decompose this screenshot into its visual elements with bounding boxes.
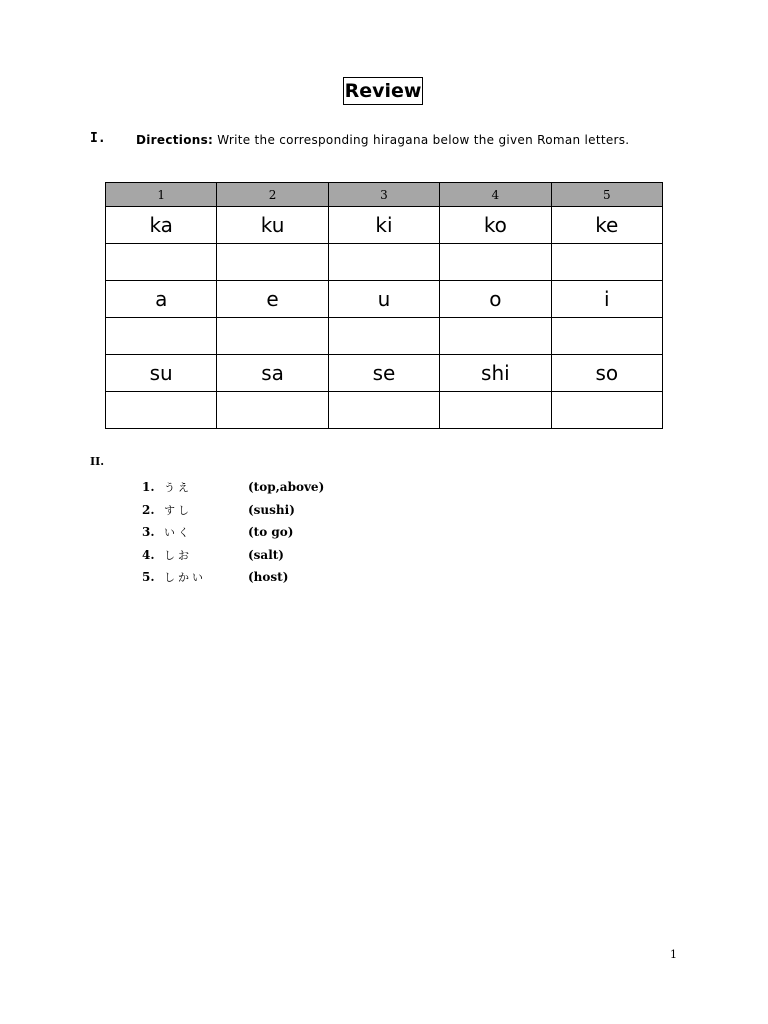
romaji-cell: se <box>328 355 439 392</box>
romaji-cell: shi <box>440 355 551 392</box>
romaji-cell: ki <box>328 207 439 244</box>
directions-label: Directions: <box>136 133 214 147</box>
answer-cell[interactable] <box>217 392 328 429</box>
answer-cell[interactable] <box>551 392 662 429</box>
section-2-number: II. <box>90 455 105 468</box>
answer-cell[interactable] <box>328 244 439 281</box>
list-item <box>142 476 324 499</box>
romaji-cell: i <box>551 281 662 318</box>
column-header: 2 <box>217 183 328 207</box>
romaji-cell: u <box>328 281 439 318</box>
item-number: 2. <box>142 502 155 517</box>
romaji-cell: sa <box>217 355 328 392</box>
answer-cell[interactable] <box>328 392 439 429</box>
item-kana: しかい <box>164 571 206 585</box>
answer-cell[interactable] <box>328 318 439 355</box>
item-meaning: (sushi) <box>248 502 295 517</box>
list-item <box>142 521 324 544</box>
answer-cell[interactable] <box>551 244 662 281</box>
answer-cell[interactable] <box>440 392 551 429</box>
romaji-cell: ku <box>217 207 328 244</box>
item-kana: しお <box>164 548 192 562</box>
answer-cell[interactable] <box>106 318 217 355</box>
item-kana: うえ <box>164 481 192 495</box>
item-meaning: (top,above) <box>248 480 325 495</box>
column-header: 3 <box>328 183 439 207</box>
list-item <box>142 566 324 589</box>
vocabulary-list <box>142 476 324 589</box>
hiragana-table <box>105 182 663 429</box>
item-kana: すし <box>164 503 192 517</box>
list-item <box>142 499 324 522</box>
table-row <box>106 355 663 392</box>
table-header-row <box>106 183 663 207</box>
column-header: 1 <box>106 183 217 207</box>
directions-text: Write the corresponding hiragana below the given Roman letters. <box>213 133 630 147</box>
romaji-cell: ko <box>440 207 551 244</box>
item-meaning: (to go) <box>248 525 294 540</box>
answer-row <box>106 392 663 429</box>
item-number: 5. <box>142 570 155 585</box>
romaji-cell: e <box>217 281 328 318</box>
table-row <box>106 281 663 318</box>
section-1-number: I. <box>90 131 106 146</box>
romaji-cell: ke <box>551 207 662 244</box>
item-kana: いく <box>164 526 192 540</box>
column-header: 4 <box>440 183 551 207</box>
answer-cell[interactable] <box>106 392 217 429</box>
answer-cell[interactable] <box>440 318 551 355</box>
answer-cell[interactable] <box>217 318 328 355</box>
table-row <box>106 207 663 244</box>
romaji-cell: a <box>106 281 217 318</box>
directions <box>136 129 656 152</box>
item-number: 1. <box>142 480 155 495</box>
answer-cell[interactable] <box>551 318 662 355</box>
item-number: 4. <box>142 547 155 562</box>
column-header: 5 <box>551 183 662 207</box>
romaji-cell: su <box>106 355 217 392</box>
answer-cell[interactable] <box>106 244 217 281</box>
romaji-cell: o <box>440 281 551 318</box>
answer-row <box>106 244 663 281</box>
answer-cell[interactable] <box>440 244 551 281</box>
page-title: Review <box>343 77 423 105</box>
list-item <box>142 544 324 567</box>
item-meaning: (salt) <box>248 547 284 562</box>
romaji-cell: so <box>551 355 662 392</box>
answer-cell[interactable] <box>217 244 328 281</box>
item-meaning: (host) <box>248 570 289 585</box>
romaji-cell: ka <box>106 207 217 244</box>
answer-row <box>106 318 663 355</box>
item-number: 3. <box>142 525 155 540</box>
page-number: 1 <box>670 948 677 961</box>
